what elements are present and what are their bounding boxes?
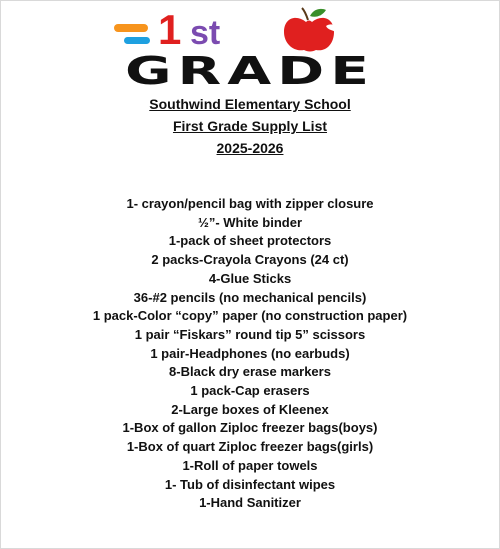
- supply-item: 1 pack-Cap erasers: [190, 383, 310, 399]
- supply-item: 1-pack of sheet protectors: [168, 233, 332, 249]
- supply-item: 1 pair-Headphones (no earbuds): [150, 345, 350, 361]
- supply-item: 1 pair “Fiskars” round tip 5” scissors: [134, 326, 366, 342]
- supply-item: 2-Large boxes of Kleenex: [171, 401, 329, 417]
- supply-item: 8-Black dry erase markers: [169, 364, 331, 380]
- supply-item: 1- crayon/pencil bag with zipper closure: [126, 196, 374, 211]
- supply-item: 1 pack-Color “copy” paper (no construction paper): [92, 308, 408, 324]
- supply-item: 1-Hand Sanitizer: [199, 495, 301, 511]
- school-year: 2025-2026: [216, 140, 284, 156]
- orange-streak: [114, 24, 148, 32]
- school-name: Southwind Elementary School: [149, 96, 351, 112]
- apple-icon: [284, 8, 336, 52]
- supply-item: 36-#2 pencils (no mechanical pencils): [133, 289, 367, 305]
- list-title: First Grade Supply List: [172, 118, 328, 134]
- supply-item: 4-Glue Sticks: [208, 270, 292, 286]
- logo-word: GRADE: [125, 49, 375, 90]
- supply-item: 2 packs-Crayola Crayons (24 ct): [151, 252, 349, 268]
- blue-streak: [124, 37, 150, 44]
- supply-list: [0, 195, 500, 513]
- supply-item: 1-Box of quart Ziploc freezer bags(girls): [126, 439, 374, 455]
- supply-item: ½”- White binder: [198, 214, 302, 230]
- supply-item: 1-Box of gallon Ziploc freezer bags(boys): [122, 420, 378, 436]
- logo-suffix: st: [190, 14, 221, 52]
- supply-item: 1- Tub of disinfectant wipes: [164, 476, 336, 492]
- logo-number: 1: [158, 6, 182, 53]
- first-grade-logo: [100, 4, 400, 90]
- supply-item: 1-Roll of paper towels: [182, 457, 318, 473]
